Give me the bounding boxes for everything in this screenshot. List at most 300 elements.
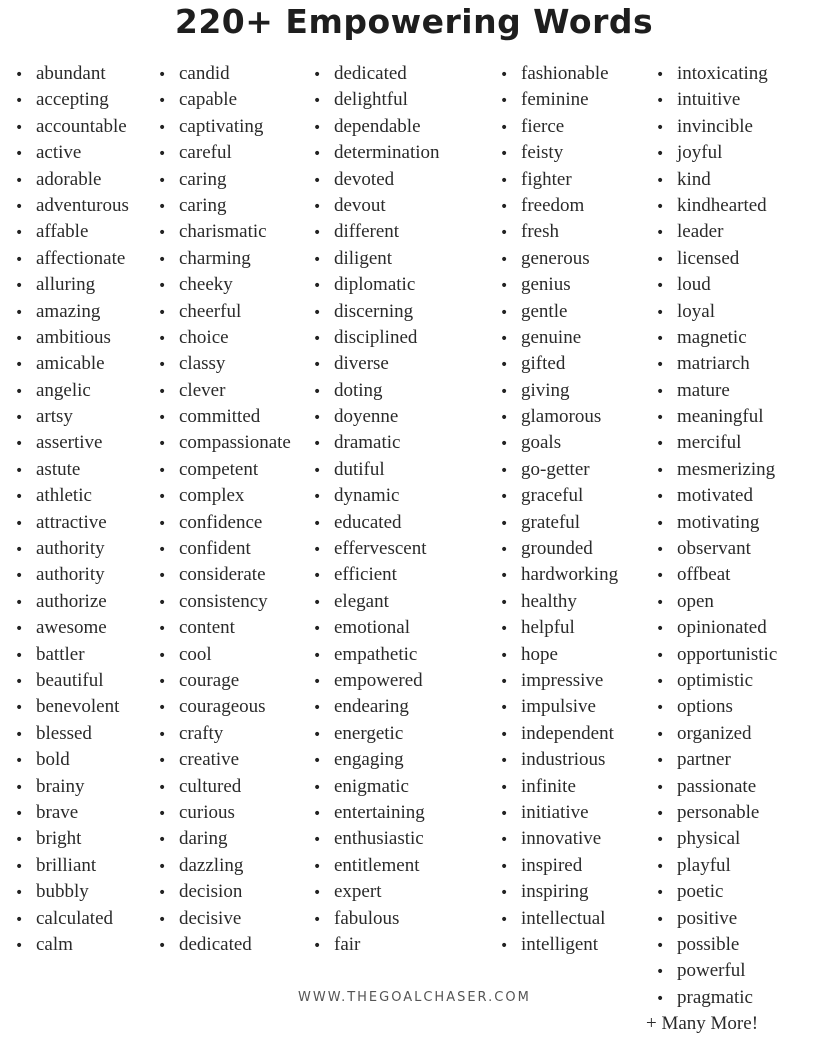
word-text: mesmerizing (677, 458, 776, 480)
bullet-icon: • (158, 383, 167, 400)
word-text: amazing (36, 300, 101, 322)
word-column-2 (158, 61, 291, 958)
bullet-icon: • (15, 568, 24, 585)
word-text: beautiful (36, 669, 104, 691)
word-text: awesome (36, 617, 107, 639)
word-item (656, 457, 777, 483)
word-column-3 (313, 61, 440, 958)
word-text: possible (677, 933, 740, 955)
bullet-icon: • (158, 621, 167, 638)
word-text: cheerful (179, 300, 242, 322)
bullet-icon: • (15, 410, 24, 427)
bullet-icon: • (15, 462, 24, 479)
word-item (500, 879, 618, 905)
word-item (313, 430, 440, 456)
bullet-icon: • (15, 594, 24, 611)
word-item (656, 694, 777, 720)
bullet-icon: • (15, 330, 24, 347)
word-text: educated (334, 511, 402, 533)
bullet-icon: • (158, 885, 167, 902)
word-item (313, 774, 440, 800)
word-text: calm (36, 933, 73, 955)
word-column-5 (656, 61, 777, 1011)
bullet-icon: • (656, 462, 665, 479)
word-text: doyenne (334, 406, 399, 428)
word-item (15, 378, 129, 404)
word-item (500, 747, 618, 773)
word-text: kindhearted (677, 194, 767, 216)
word-item (158, 879, 291, 905)
word-item (313, 87, 440, 113)
bullet-icon: • (656, 937, 665, 954)
word-text: consistency (179, 590, 268, 612)
word-text: compassionate (179, 432, 291, 454)
word-text: adventurous (36, 194, 129, 216)
bullet-icon: • (656, 726, 665, 743)
word-item (656, 167, 777, 193)
bullet-icon: • (500, 779, 509, 796)
bullet-icon: • (500, 832, 509, 849)
word-item (15, 642, 129, 668)
word-item (656, 61, 777, 87)
word-item (313, 114, 440, 140)
word-item (313, 219, 440, 245)
bullet-icon: • (313, 858, 322, 875)
bullet-icon: • (158, 119, 167, 136)
word-item (158, 87, 291, 113)
word-text: accepting (36, 89, 109, 111)
bullet-icon: • (158, 357, 167, 374)
word-text: decisive (179, 907, 242, 929)
bullet-icon: • (656, 700, 665, 717)
word-text: leader (677, 221, 724, 243)
word-text: determination (334, 142, 440, 164)
word-column-1 (15, 61, 129, 958)
bullet-icon: • (15, 251, 24, 268)
bullet-icon: • (500, 462, 509, 479)
bullet-icon: • (15, 621, 24, 638)
bullet-icon: • (656, 436, 665, 453)
bullet-icon: • (15, 911, 24, 928)
word-item (313, 61, 440, 87)
bullet-icon: • (158, 278, 167, 295)
word-text: bright (36, 828, 82, 850)
bullet-icon: • (656, 594, 665, 611)
word-item (158, 853, 291, 879)
bullet-icon: • (313, 805, 322, 822)
word-text: personable (677, 801, 760, 823)
word-item (15, 219, 129, 245)
word-text: motivating (677, 511, 760, 533)
bullet-icon: • (15, 172, 24, 189)
word-text: content (179, 617, 235, 639)
word-text: choice (179, 326, 229, 348)
word-item (500, 721, 618, 747)
bullet-icon: • (15, 515, 24, 532)
word-text: options (677, 696, 733, 718)
bullet-icon: • (500, 436, 509, 453)
bullet-icon: • (158, 832, 167, 849)
bullet-icon: • (15, 278, 24, 295)
bullet-icon: • (15, 146, 24, 163)
bullet-icon: • (656, 568, 665, 585)
word-text: bold (36, 749, 70, 771)
bullet-icon: • (15, 357, 24, 374)
word-text: entitlement (334, 854, 420, 876)
bullet-icon: • (656, 225, 665, 242)
bullet-icon: • (158, 225, 167, 242)
bullet-icon: • (158, 700, 167, 717)
word-item (313, 272, 440, 298)
bullet-icon: • (158, 726, 167, 743)
word-item (158, 800, 291, 826)
word-text: courage (179, 669, 240, 691)
bullet-icon: • (313, 594, 322, 611)
word-item (158, 562, 291, 588)
word-text: joyful (677, 142, 723, 164)
word-item (656, 800, 777, 826)
bullet-icon: • (656, 832, 665, 849)
word-text: matriarch (677, 353, 750, 375)
word-text: energetic (334, 722, 404, 744)
word-item (15, 853, 129, 879)
word-text: attractive (36, 511, 107, 533)
bullet-icon: • (313, 753, 322, 770)
word-item (500, 800, 618, 826)
bullet-icon: • (313, 436, 322, 453)
bullet-icon: • (158, 805, 167, 822)
word-item (656, 351, 777, 377)
word-text: elegant (334, 590, 389, 612)
bullet-icon: • (15, 832, 24, 849)
bullet-icon: • (500, 198, 509, 215)
bullet-icon: • (500, 647, 509, 664)
word-item (500, 246, 618, 272)
word-item (656, 140, 777, 166)
bullet-icon: • (500, 383, 509, 400)
word-text: freedom (521, 194, 585, 216)
word-text: delightful (334, 89, 408, 111)
word-item (15, 932, 129, 958)
bullet-icon: • (500, 304, 509, 321)
bullet-icon: • (313, 225, 322, 242)
word-text: daring (179, 828, 228, 850)
word-text: poetic (677, 881, 724, 903)
word-item (158, 167, 291, 193)
bullet-icon: • (158, 911, 167, 928)
bullet-icon: • (158, 67, 167, 83)
bullet-icon: • (313, 542, 322, 559)
bullet-icon: • (656, 146, 665, 163)
bullet-icon: • (500, 621, 509, 638)
bullet-icon: • (656, 330, 665, 347)
word-item (15, 430, 129, 456)
word-text: organized (677, 722, 752, 744)
bullet-icon: • (500, 225, 509, 242)
word-text: brave (36, 801, 79, 823)
bullet-icon: • (313, 515, 322, 532)
word-item (500, 272, 618, 298)
bullet-icon: • (15, 93, 24, 110)
word-text: magnetic (677, 326, 747, 348)
bullet-icon: • (158, 515, 167, 532)
bullet-icon: • (313, 568, 322, 585)
bullet-icon: • (15, 198, 24, 215)
bullet-icon: • (656, 542, 665, 559)
word-text: dedicated (334, 63, 407, 84)
word-item (656, 906, 777, 932)
word-text: effervescent (334, 538, 427, 560)
word-item (158, 826, 291, 852)
word-item (500, 193, 618, 219)
word-text: gentle (521, 300, 568, 322)
word-item (656, 853, 777, 879)
word-text: generous (521, 247, 590, 269)
bullet-icon: • (158, 937, 167, 954)
word-item (158, 906, 291, 932)
bullet-icon: • (15, 119, 24, 136)
bullet-icon: • (158, 410, 167, 427)
word-item (656, 430, 777, 456)
word-text: fierce (521, 115, 565, 137)
word-item (656, 879, 777, 905)
bullet-icon: • (500, 119, 509, 136)
word-item (313, 800, 440, 826)
bullet-icon: • (313, 885, 322, 902)
word-text: opinionated (677, 617, 767, 639)
bullet-icon: • (15, 67, 24, 83)
word-text: dramatic (334, 432, 401, 454)
word-text: emotional (334, 617, 410, 639)
bullet-icon: • (313, 119, 322, 136)
word-text: classy (179, 353, 226, 375)
bullet-icon: • (15, 383, 24, 400)
bullet-icon: • (656, 753, 665, 770)
bullet-icon: • (313, 278, 322, 295)
bullet-icon: • (500, 726, 509, 743)
bullet-icon: • (158, 146, 167, 163)
word-text: caring (179, 168, 227, 190)
word-item (15, 906, 129, 932)
word-item (313, 642, 440, 668)
word-text: endearing (334, 696, 409, 718)
bullet-icon: • (656, 198, 665, 215)
word-item (158, 642, 291, 668)
word-text: entertaining (334, 801, 425, 823)
word-text: brainy (36, 775, 85, 797)
word-text: optimistic (677, 669, 753, 691)
page-title: 220+ Empowering Words (174, 2, 654, 41)
word-text: goals (521, 432, 562, 454)
word-text: diverse (334, 353, 389, 375)
word-text: ambitious (36, 326, 111, 348)
bullet-icon: • (500, 330, 509, 347)
bullet-icon: • (15, 304, 24, 321)
word-text: decision (179, 881, 243, 903)
word-item (656, 193, 777, 219)
word-item (656, 536, 777, 562)
word-item (158, 694, 291, 720)
bullet-icon: • (158, 198, 167, 215)
bullet-icon: • (158, 462, 167, 479)
bullet-icon: • (313, 700, 322, 717)
word-text: cheeky (179, 274, 233, 296)
word-text: artsy (36, 406, 73, 428)
word-text: angelic (36, 379, 91, 401)
word-item (158, 114, 291, 140)
word-item (313, 483, 440, 509)
word-text: mature (677, 379, 730, 401)
bullet-icon: • (313, 198, 322, 215)
word-item (15, 325, 129, 351)
word-item (313, 325, 440, 351)
bullet-icon: • (158, 330, 167, 347)
bullet-icon: • (313, 410, 322, 427)
word-text: creative (179, 749, 240, 771)
word-item (656, 721, 777, 747)
word-item (656, 932, 777, 958)
word-text: motivated (677, 485, 753, 507)
bullet-icon: • (500, 753, 509, 770)
bullet-icon: • (656, 990, 665, 1007)
word-text: dynamic (334, 485, 400, 507)
word-text: benevolent (36, 696, 120, 718)
word-item (158, 668, 291, 694)
word-item (656, 668, 777, 694)
word-text: cultured (179, 775, 242, 797)
word-text: inspiring (521, 881, 589, 903)
word-item (158, 774, 291, 800)
word-item (15, 61, 129, 87)
word-item (313, 694, 440, 720)
word-item (158, 219, 291, 245)
word-item (158, 140, 291, 166)
bullet-icon: • (15, 753, 24, 770)
word-item (656, 958, 777, 984)
word-text: devoted (334, 168, 395, 190)
word-text: dutiful (334, 458, 385, 480)
bullet-icon: • (656, 621, 665, 638)
bullet-icon: • (656, 673, 665, 690)
bullet-icon: • (158, 673, 167, 690)
word-text: pragmatic (677, 986, 753, 1008)
bullet-icon: • (313, 93, 322, 110)
word-text: disciplined (334, 326, 418, 348)
word-text: healthy (521, 590, 577, 612)
bullet-icon: • (158, 858, 167, 875)
word-item (313, 668, 440, 694)
bullet-icon: • (15, 805, 24, 822)
word-text: considerate (179, 564, 266, 586)
word-item (500, 87, 618, 113)
bullet-icon: • (500, 911, 509, 928)
word-item (656, 747, 777, 773)
bullet-icon: • (158, 753, 167, 770)
word-item (158, 430, 291, 456)
bullet-icon: • (500, 515, 509, 532)
word-item (656, 615, 777, 641)
word-text: doting (334, 379, 383, 401)
word-item (500, 61, 618, 87)
word-item (500, 219, 618, 245)
bullet-icon: • (158, 779, 167, 796)
word-item (313, 906, 440, 932)
bullet-icon: • (500, 489, 509, 506)
word-text: astute (36, 458, 81, 480)
website-footer: WWW.THEGOALCHASER.COM (298, 990, 531, 1005)
word-text: impressive (521, 669, 604, 691)
word-item (158, 747, 291, 773)
word-item (158, 457, 291, 483)
word-item (656, 299, 777, 325)
bullet-icon: • (313, 357, 322, 374)
bullet-icon: • (500, 568, 509, 585)
bullet-icon: • (656, 779, 665, 796)
bullet-icon: • (500, 357, 509, 374)
bullet-icon: • (656, 885, 665, 902)
bullet-icon: • (15, 779, 24, 796)
word-item (656, 774, 777, 800)
word-item (158, 536, 291, 562)
word-text: dedicated (179, 933, 252, 955)
word-item (313, 351, 440, 377)
word-text: passionate (677, 775, 757, 797)
word-item (500, 510, 618, 536)
word-item (500, 536, 618, 562)
word-item (158, 404, 291, 430)
bullet-icon: • (656, 93, 665, 110)
word-text: authority (36, 538, 105, 560)
word-item (313, 879, 440, 905)
word-text: feminine (521, 89, 589, 111)
word-item (313, 246, 440, 272)
word-text: licensed (677, 247, 740, 269)
word-item (500, 562, 618, 588)
word-text: confident (179, 538, 251, 560)
bullet-icon: • (15, 225, 24, 242)
word-text: genius (521, 274, 571, 296)
word-text: physical (677, 828, 741, 850)
bullet-icon: • (656, 964, 665, 981)
word-item (15, 404, 129, 430)
word-text: diplomatic (334, 274, 416, 296)
word-text: devout (334, 194, 386, 216)
bullet-icon: • (656, 357, 665, 374)
word-item (313, 536, 440, 562)
word-text: charming (179, 247, 251, 269)
bullet-icon: • (15, 489, 24, 506)
word-text: fashionable (521, 63, 609, 84)
bullet-icon: • (313, 937, 322, 954)
word-text: caring (179, 194, 227, 216)
bullet-icon: • (656, 805, 665, 822)
word-item (313, 457, 440, 483)
bullet-icon: • (500, 410, 509, 427)
word-text: dependable (334, 115, 421, 137)
word-text: kind (677, 168, 711, 190)
bullet-icon: • (500, 700, 509, 717)
word-item (656, 642, 777, 668)
word-text: enthusiastic (334, 828, 424, 850)
word-text: authority (36, 564, 105, 586)
bullet-icon: • (15, 436, 24, 453)
bullet-icon: • (313, 383, 322, 400)
word-item (313, 932, 440, 958)
word-item (158, 510, 291, 536)
word-item (158, 483, 291, 509)
word-item (500, 299, 618, 325)
word-item (15, 167, 129, 193)
